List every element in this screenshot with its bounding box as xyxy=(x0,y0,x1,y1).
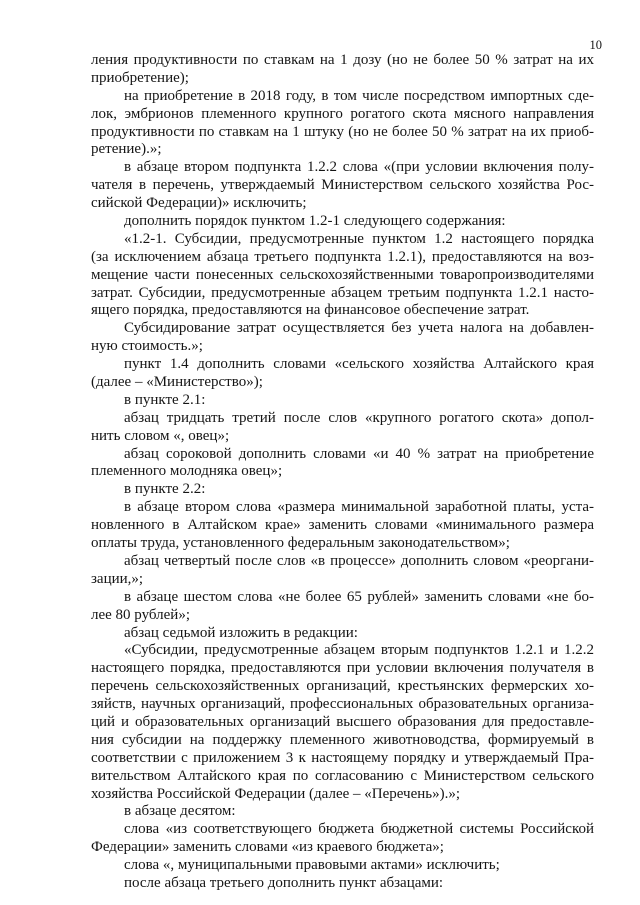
text-line: в пункте 2.1: xyxy=(124,391,206,408)
text-line: хозяйства Российской Федерации (далее – «Перечень»).»; xyxy=(91,785,461,802)
text-line: слова «, муниципальными правовыми актами» исключить; xyxy=(124,857,500,874)
text-line: дополнить порядок пунктом 1.2-1 следующего содержания: xyxy=(124,213,506,230)
page-number: 10 xyxy=(589,38,602,52)
text-line: в абзаце втором подпункта 1.2.2 слова «(при условии включения полу- xyxy=(124,159,594,176)
text-line: абзац тридцать третий после слов «крупного рогатого скота» допол- xyxy=(124,409,594,426)
text-line: ящего порядка, предоставляются на финансовое обеспечение затрат. xyxy=(91,302,530,319)
text-line: ций и образовательных организаций высшего образования для предоставле- xyxy=(91,713,594,730)
text-line: абзац четвертый после слов «в процессе» дополнить словом «реоргани- xyxy=(124,552,594,569)
text-line: (за исключением абзаца третьего подпункта 1.2.1), предоставляются на воз- xyxy=(91,248,594,265)
text-line: ретение).»; xyxy=(91,141,162,158)
text-line: «1.2-1. Субсидии, предусмотренные пунктом 1.2 настоящего порядка xyxy=(124,230,594,247)
text-line: «Субсидии, предусмотренные абзацем вторым подпунктов 1.2.1 и 1.2.2 xyxy=(124,642,594,659)
text-line: ную стоимость.»; xyxy=(91,338,203,355)
text-line: в абзаце десятом: xyxy=(124,803,236,820)
text-line: Субсидирование затрат осуществляется без учета налога на добавлен- xyxy=(124,320,594,337)
text-line: затрат. Субсидии, предусмотренные абзацем третьим подпункта 1.2.1 насто- xyxy=(91,284,594,301)
text-line: лее 80 рублей»; xyxy=(91,606,191,623)
text-line: оплаты труда, установленного федеральным законодательством»; xyxy=(91,535,510,552)
text-line: в абзаце шестом слова «не более 65 рублей» заменить словами «не бо- xyxy=(124,588,594,605)
text-line: абзац седьмой изложить в редакции: xyxy=(124,624,358,641)
text-line: слова «из соответствующего бюджета бюджетной системы Российской xyxy=(124,821,594,838)
text-line: после абзаца третьего дополнить пункт абзацами: xyxy=(124,874,444,891)
text-line: сийской Федерации)» исключить; xyxy=(91,195,307,212)
text-line: вительством Алтайского края по согласованию с Министерством сельского xyxy=(91,767,594,784)
text-line: лок, эмбрионов племенного крупного рогатого скота мясного направления xyxy=(91,105,594,122)
text-line: соответствии с приложением 3 к настоящему порядку и утверждаемый Пра- xyxy=(91,749,594,766)
text-line: Федерации» заменить словами «из краевого бюджета»; xyxy=(91,839,444,856)
text-line: мещение части понесенных сельскохозяйственными товаропроизводителями xyxy=(91,266,594,283)
document-body xyxy=(0,52,640,893)
text-line: (далее – «Министерство»); xyxy=(91,374,263,391)
text-line: в пункте 2.2: xyxy=(124,481,206,498)
text-line: пункт 1.4 дополнить словами «сельского хозяйства Алтайского края xyxy=(124,356,594,373)
text-line: в абзаце втором слова «размера минимальной заработной платы, уста- xyxy=(124,499,594,516)
text-line: перечень сельскохозяйственных организаций, крестьянских фермерских хо- xyxy=(91,678,594,695)
text-line: нить словом «, овец»; xyxy=(91,427,230,444)
text-line: абзац сороковой дополнить словами «и 40 % затрат на приобретение xyxy=(124,445,594,462)
text-line: ния субсидии на поддержку племенного животноводства, формируемый в xyxy=(91,731,594,748)
text-line: чателя в перечень, утверждаемый Министерством сельского хозяйства Рос- xyxy=(91,177,594,194)
text-line: зации,»; xyxy=(91,570,144,587)
text-line: новленного в Алтайском крае» заменить словами «минимального размера xyxy=(91,517,594,534)
text-line: ления продуктивности по ставкам на 1 дозу (но не более 50 % затрат на их xyxy=(91,52,594,68)
text-line: зяйств, научных организаций, профессиональных образовательных организа- xyxy=(91,696,594,713)
text-line: приобретение); xyxy=(91,69,189,86)
text-line: племенного молодняка овец»; xyxy=(91,463,283,480)
text-line: настоящего порядка, предоставляются при условии включения получателя в xyxy=(91,660,594,677)
text-line: на приобретение в 2018 году, в том числе посредством импортных сде- xyxy=(124,87,594,104)
text-line: продуктивности по ставкам на 1 штуку (но не более 50 % затрат на их приоб- xyxy=(91,123,594,140)
